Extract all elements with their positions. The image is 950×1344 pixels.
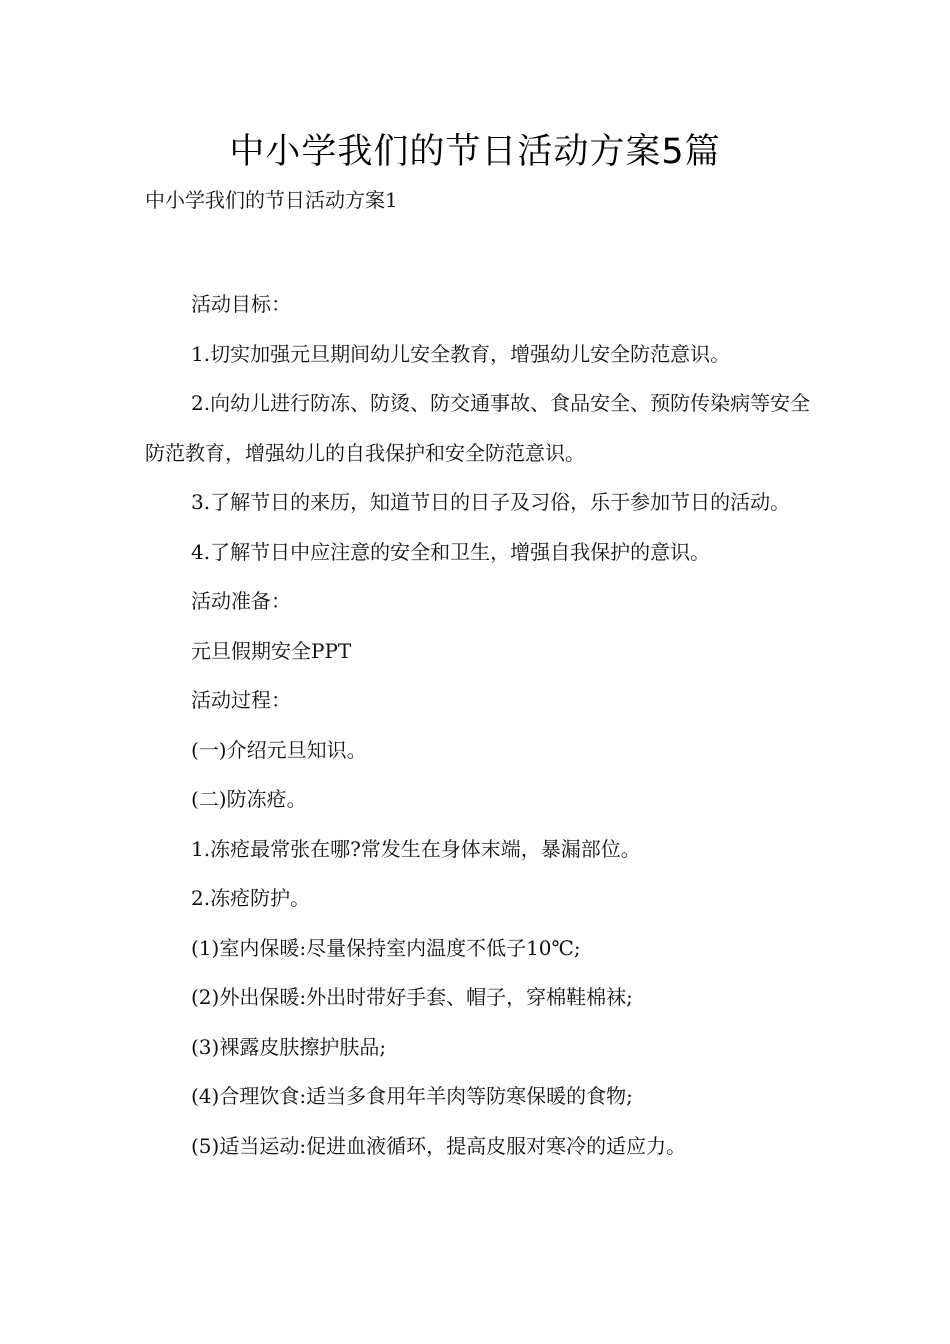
body-paragraph: (二)防冻疮。 [191, 787, 307, 811]
body-paragraph: 3.了解节日的来历，知道节日的日子及习俗，乐于参加节日的活动。 [191, 490, 791, 514]
body-paragraph: 元旦假期安全PPT [191, 638, 352, 663]
body-paragraph: (1)室内保暖:尽量保持室内温度不低子10℃; [191, 935, 581, 960]
body-paragraph: (一)介绍元旦知识。 [191, 737, 367, 762]
body-paragraph: 1.冻疮最常张在哪?常发生在身体末端，暴漏部位。 [191, 836, 641, 861]
document-body [145, 280, 815, 1171]
body-paragraph: (5)适当运动:促进血液循环，提高皮服对寒冷的适应力。 [191, 1133, 687, 1158]
body-paragraph: (2)外出保暖:外出时带好手套、帽子，穿棉鞋棉袜; [191, 985, 633, 1009]
body-paragraph: 4.了解节日中应注意的安全和卫生，增强自我保护的意识。 [191, 539, 711, 564]
body-paragraph: 2.冻疮防护。 [191, 886, 311, 910]
body-paragraph: (4)合理饮食:适当多食用年羊肉等防寒保暖的食物; [191, 1084, 633, 1108]
body-paragraph: 活动准备： [191, 589, 291, 613]
document-subtitle: 中小学我们的节日活动方案1 [145, 188, 398, 212]
body-paragraph: 1.切实加强元旦期间幼儿安全教育，增强幼儿安全防范意识。 [191, 341, 731, 366]
body-paragraph: 活动目标： [191, 292, 291, 316]
document-title: 中小学我们的节日活动方案5篇 [229, 132, 721, 172]
body-paragraph: (3)裸露皮肤擦护肤品; [191, 1034, 387, 1059]
body-paragraph: 活动过程： [191, 688, 291, 712]
body-paragraph: 2.向幼儿进行防冻、防烫、防交通事故、食品安全、预防传染病等安全防范教育，增强幼儿的自我保护和安全防范意识。 [145, 391, 811, 465]
